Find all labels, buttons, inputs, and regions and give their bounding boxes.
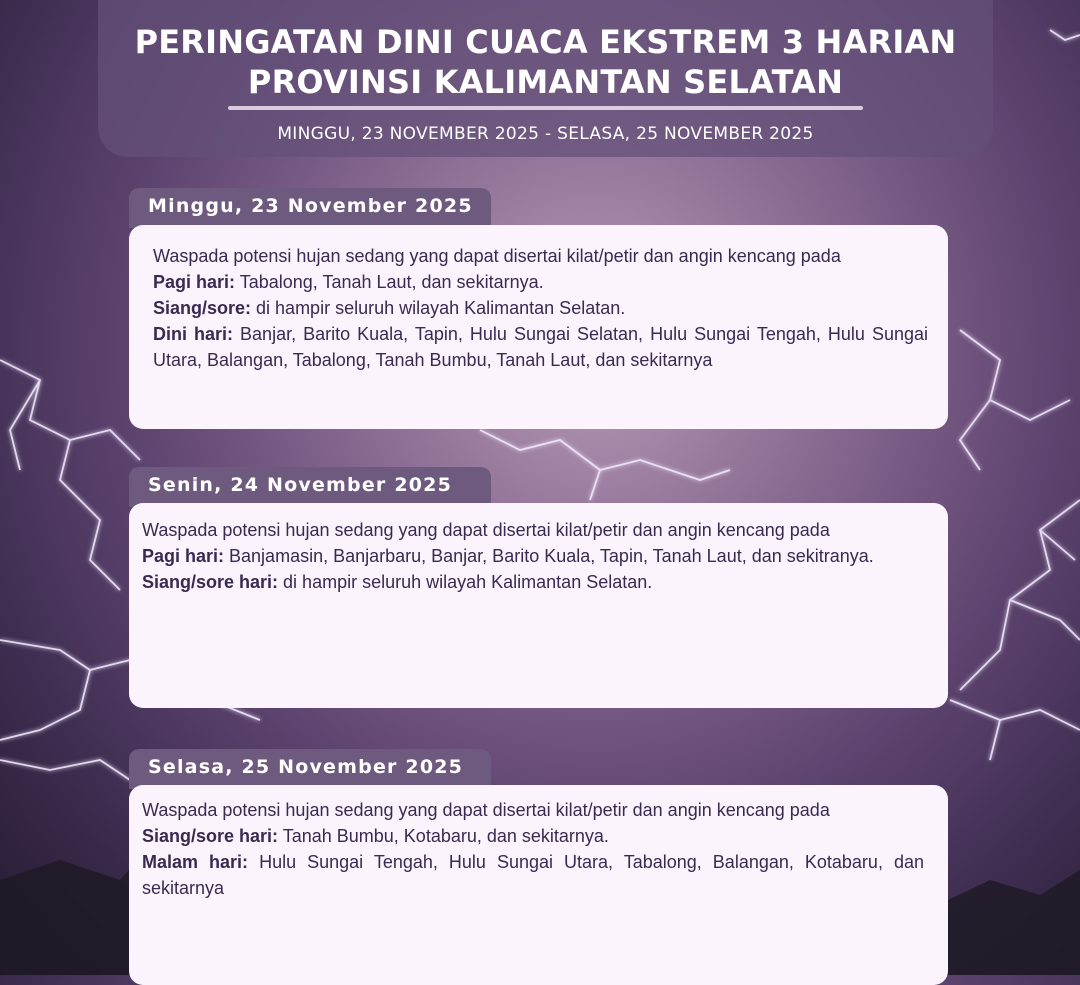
card-intro: Waspada potensi hujan sedang yang dapat disertai kilat/petir dan angin kencang pada [153,246,841,266]
period-name: Pagi hari: [153,272,236,292]
title-underline [228,106,863,110]
period-row [142,569,924,595]
title-line-1: PERINGATAN DINI CUACA EKSTREM 3 HARIAN [134,23,957,61]
period-name: Siang/sore hari: [142,572,279,592]
period-name: Malam hari: [142,852,249,872]
header-panel [98,0,993,157]
period-name: Siang/sore hari: [142,826,279,846]
period-areas: Banjar, Barito Kuala, Tapin, Hulu Sungai Selatan, Hulu Sungai Tengah, Hulu Sungai Utara, Balangan, Tabalong, Tanah Bumbu, Tanah Laut, dan sekitarnya [153,324,928,370]
period-areas: di hampir seluruh wilayah Kalimantan Selatan. [278,572,653,592]
forecast-card-2 [129,503,948,708]
date-range: MINGGU, 23 NOVEMBER 2025 - SELASA, 25 NOVEMBER 2025 [277,124,814,144]
period-row [153,321,928,373]
period-row [153,295,928,321]
period-areas: Tabalong, Tanah Laut, dan sekitarnya. [235,272,544,292]
period-name: Siang/sore: [153,298,252,318]
period-row [142,849,924,901]
period-name: Dini hari: [153,324,234,344]
day-label-2: Senin, 24 November 2025 [129,467,491,507]
period-areas: Tanah Bumbu, Kotabaru, dan sekitarnya. [278,826,609,846]
forecast-card-3 [129,785,948,985]
period-row [153,269,928,295]
mountain-silhouette [948,870,1080,975]
period-name: Pagi hari: [142,546,225,566]
day-label-1: Minggu, 23 November 2025 [129,188,491,228]
mountain-silhouette [0,860,129,975]
forecast-card-1 [129,225,948,429]
page-title [98,22,993,102]
card-intro: Waspada potensi hujan sedang yang dapat disertai kilat/petir dan angin kencang pada [142,800,830,820]
period-areas: Banjamasin, Banjarbaru, Banjar, Barito Kuala, Tapin, Tanah Laut, dan sekitranya. [224,546,874,566]
card-intro: Waspada potensi hujan sedang yang dapat disertai kilat/petir dan angin kencang pada [142,520,830,540]
period-row [142,543,924,569]
period-row [142,823,924,849]
day-label-3: Selasa, 25 November 2025 [129,749,491,789]
title-line-2: PROVINSI KALIMANTAN SELATAN [247,63,844,101]
period-areas: di hampir seluruh wilayah Kalimantan Selatan. [251,298,626,318]
period-areas: Hulu Sungai Tengah, Hulu Sungai Utara, Tabalong, Balangan, Kotabaru, dan sekitarnya [142,852,924,898]
